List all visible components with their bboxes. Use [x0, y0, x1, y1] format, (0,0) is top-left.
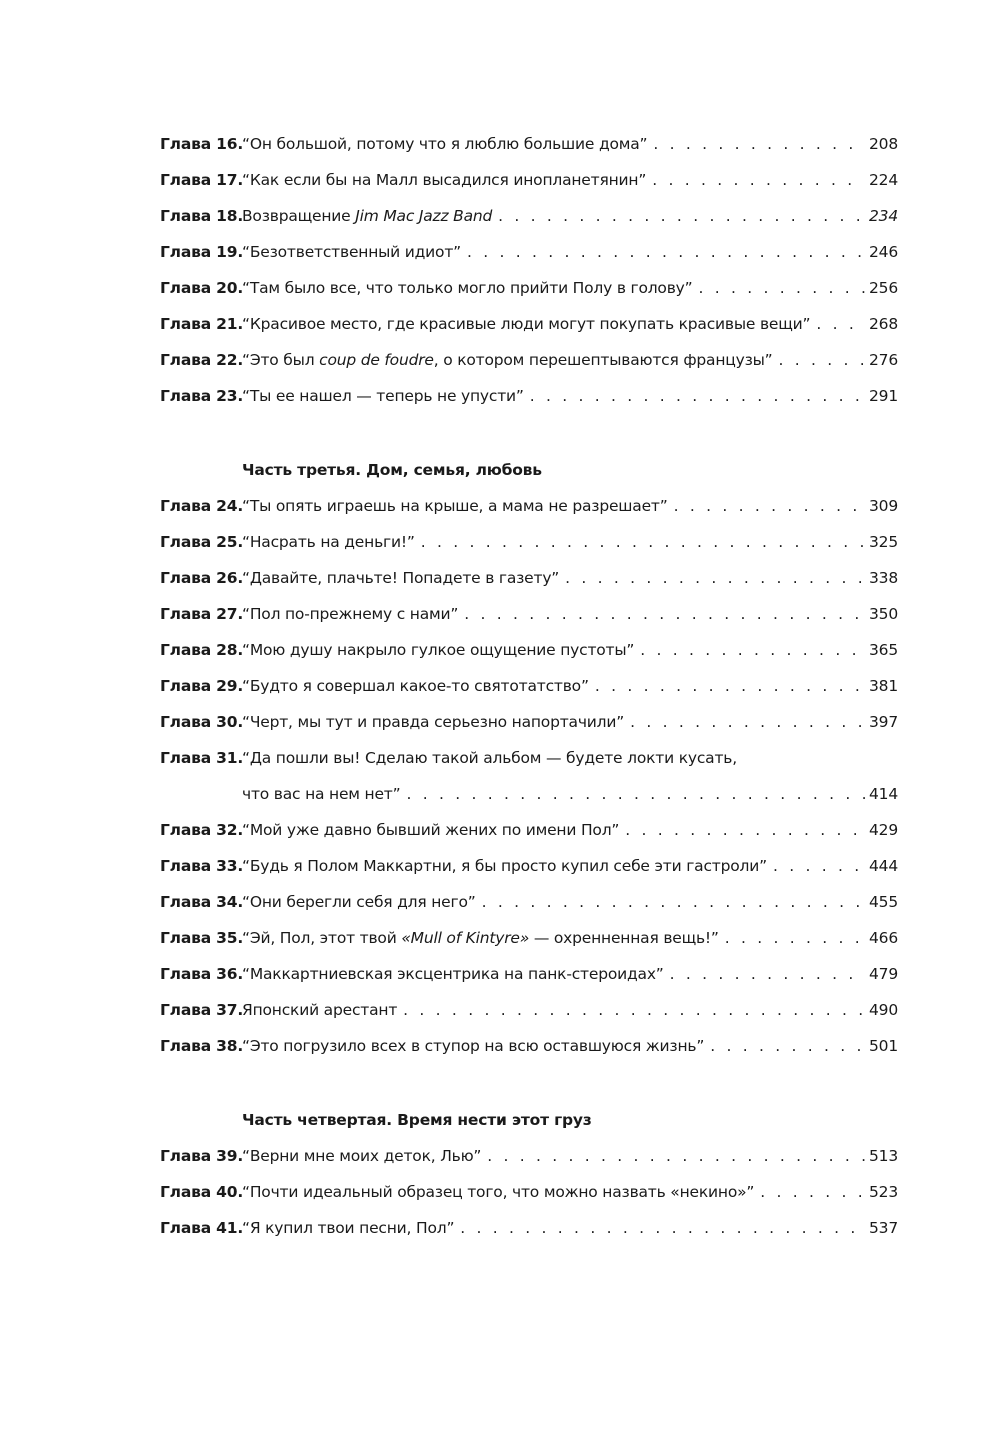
chapter-title: “Почти идеальный образец того, что можно назвать «некино»”: [242, 1183, 755, 1201]
chapter-label: Глава 36.: [160, 965, 244, 983]
dot-leader: [652, 162, 865, 198]
part-heading: Часть третья. Дом, семья, любовь: [242, 461, 542, 479]
part-heading: Часть четвертая. Время нести этот груз: [242, 1111, 592, 1129]
chapter-label: Глава 38.: [160, 1037, 244, 1055]
chapter-label: Глава 18.: [160, 207, 244, 225]
toc-row-chapter-20: [160, 270, 898, 306]
chapter-title: “Как если бы на Малл высадился инопланетянин”: [242, 171, 647, 189]
chapter-label: Глава 41.: [160, 1219, 244, 1237]
chapter-title: “Он большой, потому что я люблю большие дома”: [242, 135, 648, 153]
section-gap: [160, 414, 898, 452]
page-number: 338: [869, 569, 898, 587]
toc-row-chapter-39: [160, 1138, 898, 1174]
chapter-title-italic: «Mull of Kintyre»: [401, 929, 530, 947]
chapter-label: Глава 35.: [160, 929, 244, 947]
toc-row-chapter-33: [160, 848, 898, 884]
toc-row-chapter-37: [160, 992, 898, 1028]
chapter-title-italic: coup de foudre: [319, 351, 434, 369]
chapter-title: “Ты ее нашел — теперь не упусти”: [242, 387, 524, 405]
toc-row-chapter-24: [160, 488, 898, 524]
chapter-label: Глава 21.: [160, 315, 244, 333]
toc-row-chapter-23: [160, 378, 898, 414]
toc-row-chapter-41: [160, 1210, 898, 1246]
page-number: 381: [869, 677, 898, 695]
chapter-label: Глава 24.: [160, 497, 244, 515]
chapter-title: “Будто я совершал какое-то святотатство”: [242, 677, 589, 695]
chapter-title-text: “Эй, Пол, этот твой: [242, 929, 402, 947]
page-number: 309: [869, 497, 898, 515]
chapter-title-text: , о котором перешептываются французы”: [433, 351, 773, 369]
chapter-label: Глава 40.: [160, 1183, 244, 1201]
dot-leader: [460, 1210, 865, 1246]
toc-row-chapter-27: [160, 596, 898, 632]
dot-leader: [565, 560, 865, 596]
page-number: 429: [869, 821, 898, 839]
page-number: 325: [869, 533, 898, 551]
chapter-label: Глава 30.: [160, 713, 244, 731]
chapter-label: Глава 23.: [160, 387, 244, 405]
chapter-title: “Это погрузило всех в ступор на всю оставшуюся жизнь”: [242, 1037, 705, 1055]
toc-row-chapter-40: [160, 1174, 898, 1210]
toc-row-chapter-36: [160, 956, 898, 992]
page-number: 444: [869, 857, 898, 875]
dot-leader: [406, 776, 865, 812]
section-gap: [160, 1064, 898, 1102]
chapter-title: [242, 920, 719, 956]
dot-leader: [467, 234, 865, 270]
page-number: 208: [869, 135, 898, 153]
toc-row-chapter-18: [160, 198, 898, 234]
chapter-label: Глава 29.: [160, 677, 244, 695]
chapter-label: Глава 27.: [160, 605, 244, 623]
chapter-title: “Верни мне моих деток, Лью”: [242, 1147, 482, 1165]
chapter-label: Глава 16.: [160, 135, 244, 153]
chapter-label: Глава 22.: [160, 351, 244, 369]
toc-row-chapter-31-line-2: [160, 776, 898, 812]
toc-row-chapter-25: [160, 524, 898, 560]
chapter-label: Глава 34.: [160, 893, 244, 911]
chapter-label: Глава 31.: [160, 749, 244, 767]
chapter-title: “Они берегли себя для него”: [242, 893, 476, 911]
page-number: 246: [869, 243, 898, 261]
toc-row-chapter-21: [160, 306, 898, 342]
page-number: 256: [869, 279, 898, 297]
dot-leader: [674, 488, 865, 524]
toc-row-chapter-38: [160, 1028, 898, 1064]
page-number: 466: [869, 929, 898, 947]
page-number: 537: [869, 1219, 898, 1237]
toc-row-chapter-32: [160, 812, 898, 848]
chapter-title: “Я купил твои песни, Пол”: [242, 1219, 455, 1237]
toc-row-chapter-22: [160, 342, 898, 378]
page-number: 234: [869, 207, 898, 225]
dot-leader: [725, 920, 865, 956]
chapter-label: Глава 19.: [160, 243, 244, 261]
chapter-title: “Красивое место, где красивые люди могут покупать красивые вещи”: [242, 315, 811, 333]
chapter-title: [242, 198, 492, 234]
chapter-label: Глава 33.: [160, 857, 244, 875]
chapter-label: Глава 28.: [160, 641, 244, 659]
chapter-title: “Насрать на деньги!”: [242, 533, 415, 551]
dot-leader: [421, 524, 865, 560]
chapter-title: “Там было все, что только могло прийти Полу в голову”: [242, 279, 693, 297]
page-number: 414: [869, 785, 898, 803]
chapter-label: Глава 26.: [160, 569, 244, 587]
dot-leader: [640, 632, 865, 668]
chapter-label: Глава 20.: [160, 279, 244, 297]
chapter-label: Глава 17.: [160, 171, 244, 189]
chapter-title: “Маккартниевская эксцентрика на панк-стероидах”: [242, 965, 664, 983]
page-number: 455: [869, 893, 898, 911]
dot-leader: [482, 884, 865, 920]
toc-row-chapter-34: [160, 884, 898, 920]
chapter-title: “Черт, мы тут и правда серьезно напортачили”: [242, 713, 625, 731]
dot-leader: [487, 1138, 865, 1174]
chapter-title: Японский арестант: [242, 1001, 398, 1019]
page-number: 276: [869, 351, 898, 369]
chapter-title-text: — охренненная вещь!”: [529, 929, 719, 947]
dot-leader: [464, 596, 865, 632]
chapter-title: “Мой уже давно бывший жених по имени Пол”: [242, 821, 620, 839]
dot-leader: [710, 1028, 865, 1064]
dot-leader: [498, 198, 865, 234]
chapter-label: Глава 39.: [160, 1147, 244, 1165]
chapter-title: “Давайте, плачьте! Попадете в газету”: [242, 569, 560, 587]
chapter-label: Глава 32.: [160, 821, 244, 839]
page-number: 268: [869, 315, 898, 333]
chapter-title: “Будь я Полом Маккартни, я бы просто купил себе эти гастроли”: [242, 857, 767, 875]
page-number: 350: [869, 605, 898, 623]
dot-leader: [773, 848, 865, 884]
chapter-title: “Да пошли вы! Сделаю такой альбом — будете локти кусать,: [242, 749, 737, 767]
dot-leader: [653, 126, 865, 162]
chapter-title-text: “Это был: [242, 351, 320, 369]
toc-row-chapter-30: [160, 704, 898, 740]
dot-leader: [595, 668, 865, 704]
dot-leader: [760, 1174, 865, 1210]
page-number: 365: [869, 641, 898, 659]
dot-leader: [403, 992, 865, 1028]
page-number: 490: [869, 1001, 898, 1019]
chapter-label: Глава 37.: [160, 1001, 244, 1019]
chapter-title: “Пол по-прежнему с нами”: [242, 605, 459, 623]
chapter-title-text: Возвращение: [242, 207, 356, 225]
page-number: 224: [869, 171, 898, 189]
dot-leader: [698, 270, 865, 306]
page-number: 523: [869, 1183, 898, 1201]
chapter-title-italic: Jim Mac Jazz Band: [355, 207, 493, 225]
dot-leader: [630, 704, 865, 740]
toc-row-chapter-26: [160, 560, 898, 596]
chapter-title: “Мою душу накрыло гулкое ощущение пустоты”: [242, 641, 635, 659]
dot-leader: [530, 378, 865, 414]
page-number: 479: [869, 965, 898, 983]
dot-leader: [816, 306, 865, 342]
toc-row-chapter-29: [160, 668, 898, 704]
page-number: 501: [869, 1037, 898, 1055]
dot-leader: [779, 342, 865, 378]
toc-row-chapter-19: [160, 234, 898, 270]
page-number: 397: [869, 713, 898, 731]
toc-row-chapter-17: [160, 162, 898, 198]
chapter-title-continuation: что вас на нем нет”: [242, 785, 401, 803]
toc-row-chapter-28: [160, 632, 898, 668]
dot-leader: [670, 956, 865, 992]
dot-leader: [625, 812, 865, 848]
toc-row-chapter-16: [160, 126, 898, 162]
toc-row-chapter-35: [160, 920, 898, 956]
chapter-title: “Ты опять играешь на крыше, а мама не разрешает”: [242, 497, 668, 515]
chapter-label: Глава 25.: [160, 533, 244, 551]
chapter-title: [242, 342, 773, 378]
chapter-title: “Безответственный идиот”: [242, 243, 461, 261]
table-of-contents: [160, 126, 898, 1246]
page-number: 291: [869, 387, 898, 405]
page-number: 513: [869, 1147, 898, 1165]
toc-row-chapter-31-line-1: [160, 740, 898, 776]
